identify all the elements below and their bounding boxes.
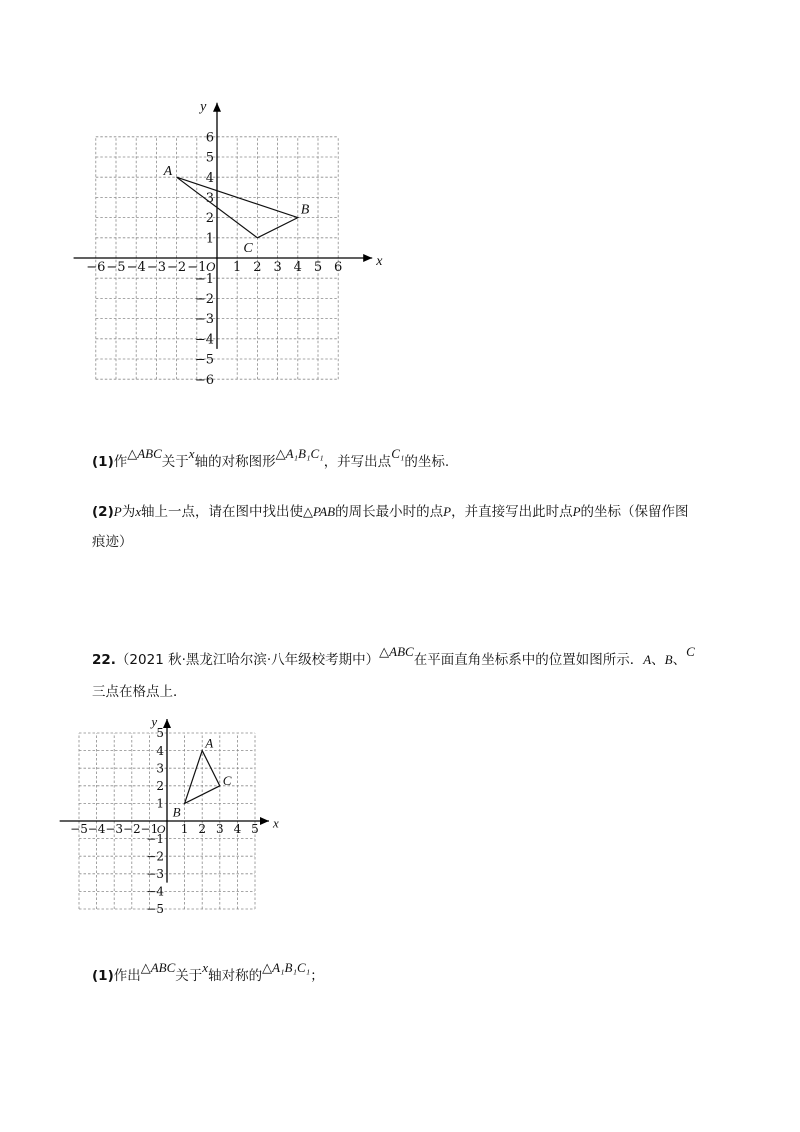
x-tick-label: −3 bbox=[146, 260, 166, 275]
x-tick-label: −6 bbox=[86, 260, 106, 275]
y-tick-label: 2 bbox=[156, 779, 164, 793]
point-p: P bbox=[572, 504, 581, 519]
y-tick-label: 4 bbox=[156, 743, 164, 758]
x-tick-label: 3 bbox=[273, 260, 282, 275]
point-p: P bbox=[113, 504, 122, 519]
y-tick-label: −4 bbox=[146, 884, 164, 899]
y-tick-label: 6 bbox=[205, 130, 214, 146]
x-tick-label: 3 bbox=[215, 822, 224, 836]
y-tick-label: −5 bbox=[146, 902, 164, 917]
x-tick-label: −1 bbox=[187, 260, 207, 275]
x-tick-label: 5 bbox=[251, 822, 259, 836]
text: 作出 bbox=[113, 968, 141, 984]
y-tick-label: 2 bbox=[205, 211, 214, 227]
y-axis-label: y bbox=[200, 99, 207, 115]
triangle-abc: △ABC bbox=[127, 446, 162, 461]
y-tick-label: 1 bbox=[205, 231, 214, 247]
text: 三点在格点上． bbox=[92, 684, 187, 700]
x-tick-label: 4 bbox=[293, 260, 302, 275]
x-symbol: x bbox=[202, 960, 209, 975]
text: 关于 bbox=[175, 968, 203, 984]
x-axis-arrow bbox=[363, 254, 372, 262]
text: 痕迹） bbox=[92, 534, 133, 550]
y-tick-label: −3 bbox=[194, 312, 214, 328]
y-axis-label: y bbox=[151, 714, 158, 730]
x-tick-label: −2 bbox=[122, 822, 141, 836]
x-tick-label: −4 bbox=[87, 822, 106, 836]
x-tick-label: −3 bbox=[105, 822, 124, 836]
x-tick-label: −2 bbox=[167, 260, 187, 275]
vertex-label-c: C bbox=[222, 772, 232, 788]
x-axis-arrow bbox=[260, 817, 269, 825]
text: ，并直接写出此时点 bbox=[451, 504, 573, 520]
x-tick-label: 1 bbox=[233, 260, 242, 275]
x-axis-label: x bbox=[376, 254, 383, 270]
y-tick-label: 4 bbox=[205, 170, 214, 186]
x-tick-label: 6 bbox=[334, 260, 343, 275]
y-tick-label: −4 bbox=[194, 332, 214, 348]
y-tick-label: −2 bbox=[146, 849, 164, 864]
vertex-label-a: A bbox=[163, 164, 173, 180]
text: 的周长最小时的点 bbox=[335, 504, 444, 520]
coordinate-figure-2 bbox=[60, 705, 290, 930]
triangle-pab: △PAB bbox=[302, 504, 336, 519]
text: ，并写出点 bbox=[323, 454, 392, 470]
part-number: (1) bbox=[92, 454, 114, 470]
text: 在平面直角坐标系中的位置如图所示． bbox=[413, 652, 644, 668]
x-tick-label: 2 bbox=[198, 822, 207, 836]
text: 轴对称的 bbox=[208, 968, 263, 984]
point-c1: C₁ bbox=[391, 446, 405, 461]
x-tick-label: −5 bbox=[70, 822, 88, 836]
x-tick-label: 5 bbox=[313, 260, 323, 275]
y-tick-label: 1 bbox=[156, 796, 164, 811]
y-tick-label: −3 bbox=[146, 867, 164, 881]
vertex-label-b: B bbox=[172, 804, 181, 820]
y-tick-label: −1 bbox=[146, 831, 164, 846]
x-symbol: x bbox=[188, 446, 195, 461]
question-source: （2021 秋·黑龙江哈尔滨·八年级校考期中） bbox=[115, 652, 380, 668]
x-tick-label: 4 bbox=[233, 822, 242, 836]
x-symbol: x bbox=[135, 504, 141, 519]
y-tick-label: −5 bbox=[194, 352, 214, 368]
y-tick-label: −6 bbox=[194, 372, 214, 388]
x-tick-label: −5 bbox=[106, 260, 126, 275]
x-tick-label: 1 bbox=[180, 822, 189, 836]
point-b: B bbox=[664, 652, 673, 667]
vertex-label-a: A bbox=[205, 735, 214, 751]
question-part-1 bbox=[92, 446, 450, 472]
point-a: A bbox=[643, 652, 652, 667]
point-p: P bbox=[443, 504, 452, 519]
text: ； bbox=[310, 968, 324, 984]
text: 为 bbox=[121, 504, 136, 520]
text: 作 bbox=[113, 454, 128, 470]
x-tick-label: −4 bbox=[126, 260, 146, 275]
question-part-2-continued bbox=[92, 532, 133, 552]
question-22-stem bbox=[92, 644, 695, 670]
text: 轴的对称图形 bbox=[194, 454, 276, 470]
origin-label: O bbox=[205, 259, 216, 274]
y-axis-arrow bbox=[163, 719, 171, 728]
origin-label: O bbox=[156, 822, 166, 836]
separator: 、 bbox=[651, 652, 665, 668]
coordinate-figure-1 bbox=[60, 90, 383, 430]
y-tick-label: 3 bbox=[205, 190, 214, 206]
text: 轴上一点，请在图中找出使 bbox=[140, 504, 303, 520]
part-number: (1) bbox=[92, 968, 114, 984]
vertex-label-b: B bbox=[300, 202, 310, 218]
question-number: 22. bbox=[92, 652, 116, 668]
question-22-stem-continued bbox=[92, 682, 187, 702]
x-axis-label: x bbox=[273, 815, 279, 831]
x-tick-label: −1 bbox=[140, 822, 159, 836]
y-tick-label: −1 bbox=[194, 271, 214, 287]
text: 的坐标（保留作图 bbox=[580, 504, 689, 520]
x-tick-label: 2 bbox=[253, 260, 262, 275]
triangle-abc: △ABC bbox=[379, 644, 414, 659]
triangle-abc: △ABC bbox=[140, 960, 176, 975]
question-part-2 bbox=[92, 502, 689, 522]
y-tick-label: 5 bbox=[205, 150, 214, 166]
separator: 、 bbox=[672, 652, 687, 668]
y-tick-label: 5 bbox=[156, 726, 164, 741]
part-number: (2) bbox=[92, 504, 114, 520]
vertex-label-c: C bbox=[243, 240, 253, 256]
text: 关于 bbox=[161, 454, 189, 470]
triangle-a1b1c1: △A₁B₁C₁ bbox=[275, 446, 324, 461]
point-c: C bbox=[686, 644, 695, 659]
y-tick-label: 3 bbox=[156, 761, 164, 776]
text: 的坐标. bbox=[404, 454, 450, 470]
question-22-part-1 bbox=[92, 960, 324, 986]
y-tick-label: −2 bbox=[194, 291, 214, 307]
y-axis-arrow bbox=[213, 103, 221, 112]
triangle-a1b1c1: △A₁B₁C₁ bbox=[262, 960, 311, 975]
